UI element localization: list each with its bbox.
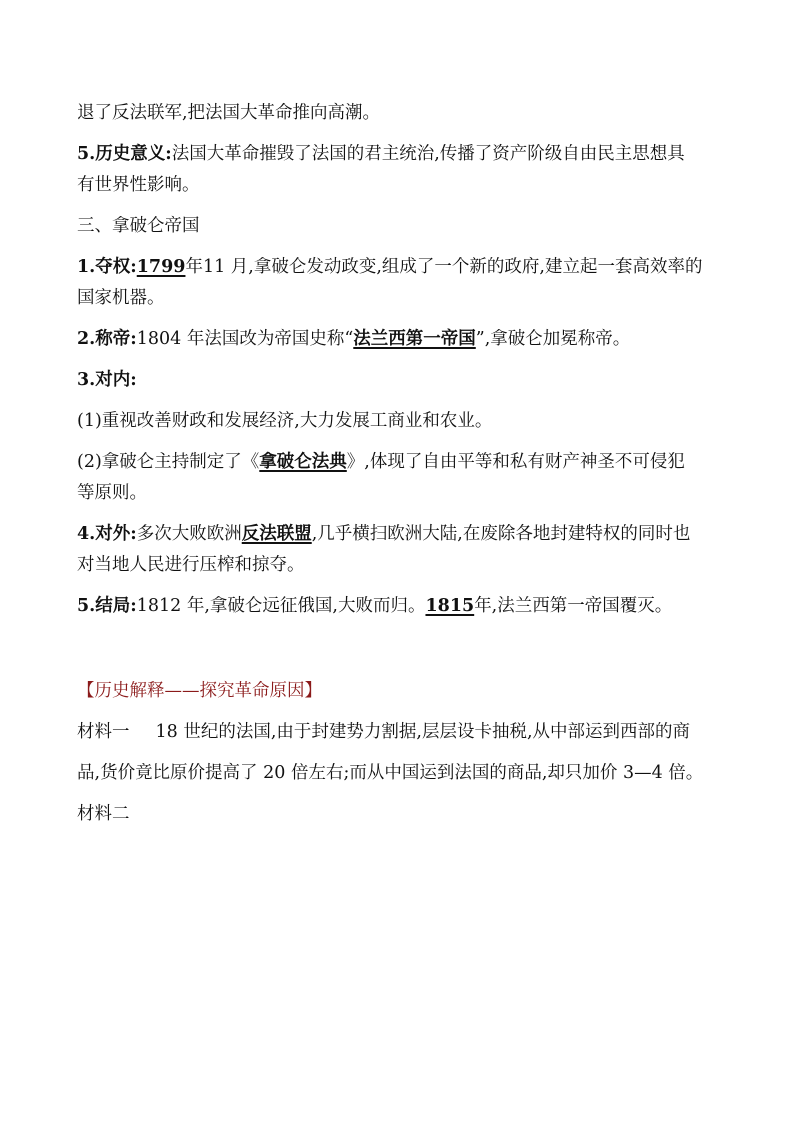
text-line (77, 98, 724, 129)
text-run: (2)拿破仑主持制定了《 (77, 452, 260, 472)
text-line (77, 252, 724, 283)
text-run: ,几乎横扫欧洲大陆,在废除各地封建特权的同时也 (311, 524, 691, 544)
text-line (77, 591, 724, 622)
text-run: ”,拿破仑加冕称帝。 (475, 329, 631, 349)
text-run: (1)重视改善财政和发展经济,大力发展工商业和农业。 (77, 411, 493, 431)
material-label: 材料一 (77, 722, 130, 742)
material-text: 18 世纪的法国,由于封建势力割据,层层设卡抽税,从中部运到西部的商 (155, 722, 691, 742)
text-line (77, 283, 724, 314)
text-run: 》,体现了自由平等和私有财产神圣不可侵犯 (346, 452, 685, 472)
text-run: 有世界性影响。 (77, 175, 200, 195)
text-run: 对当地人民进行压榨和掠夺。 (77, 555, 305, 575)
explanation-title: 【历史解释——探究革命原因】 (77, 681, 322, 701)
text-run: 多次大败欧洲 (136, 524, 242, 544)
text-run: 法国大革命摧毁了法国的君主统治,传播了资产阶级自由民主思想具 (171, 144, 685, 164)
material-text: 品,货价竟比原价提高了 20 倍左右;而从中国运到法国的商品,却只加价 3—4 倍。 (77, 763, 704, 783)
text-run: 等原则。 (77, 483, 147, 503)
text-run: 1804 年法国改为帝国史称“ (136, 329, 354, 349)
text-run: 年11 月,拿破仑发动政变,组成了一个新的政府,建立起一套高效率的 (185, 257, 703, 277)
material-one (77, 717, 724, 748)
key-term: 1799 (136, 257, 186, 277)
material-label: 材料二 (77, 804, 130, 824)
item-label-domestic: 3.对内: (77, 370, 137, 390)
text-line (77, 550, 724, 581)
text-line (77, 365, 724, 396)
text-line (77, 478, 724, 509)
key-term: 法兰西第一帝国 (353, 329, 476, 349)
explanation-heading (77, 676, 724, 707)
text-line (77, 519, 724, 550)
text-run: 年,法兰西第一帝国覆灭。 (474, 596, 673, 616)
text-run: 国家机器。 (77, 288, 165, 308)
text-line (77, 447, 724, 478)
section-title: 三、拿破仑帝国 (77, 216, 200, 236)
material-two (77, 799, 724, 830)
item-label-seize-power: 1.夺权: (77, 257, 137, 277)
item-label-emperor: 2.称帝: (77, 329, 137, 349)
section-heading (77, 211, 724, 242)
text-line (77, 139, 724, 170)
text-line (77, 170, 724, 201)
text-run: 1812 年,拿破仑远征俄国,大败而归。 (136, 596, 426, 616)
key-term: 反法联盟 (241, 524, 312, 544)
item-label-outcome: 5.结局: (77, 596, 137, 616)
text-run: 退了反法联军,把法国大革命推向高潮。 (77, 103, 381, 123)
key-term: 1815 (425, 596, 475, 616)
material-one-cont (77, 758, 724, 789)
key-term: 拿破仑法典 (259, 452, 347, 472)
item-label-historical-significance: 5.历史意义: (77, 144, 172, 164)
text-line (77, 406, 724, 437)
item-label-foreign: 4.对外: (77, 524, 137, 544)
text-line (77, 324, 724, 355)
